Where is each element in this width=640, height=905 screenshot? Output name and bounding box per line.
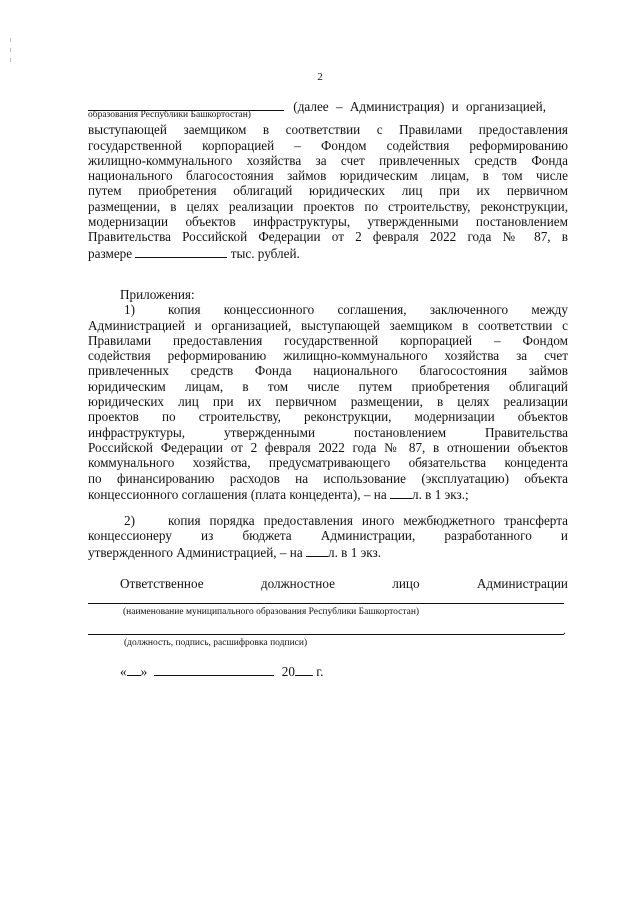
date-line [120, 663, 323, 680]
appendix-line: Российской Федерации от 2 февраля 2022 года № 87, в отношении объектов [88, 439, 568, 455]
appendix-item-2 [88, 513, 568, 559]
appendix-line: концессионеру из бюджета Администрации, разработанного и [88, 528, 568, 544]
appendix-line: утвержденного Администрацией, – на [88, 544, 303, 560]
blank-line-municipality [88, 603, 564, 604]
line-end-period: . [563, 623, 566, 637]
appendix-line: коммунального хозяйства, предусматривающего обязательства концедента [88, 455, 568, 471]
paragraph-line: государственной корпорацией – Фондом содействия реформированию [88, 137, 568, 153]
paragraph-line: жилищно-коммунального хозяйства за счет привлеченных средств Фонда [88, 152, 568, 168]
appendix-section [88, 287, 568, 501]
paragraph-line: национального благосостояния займов юридическим лицам, в том числе [88, 168, 568, 184]
blank-field-day [127, 663, 141, 676]
signature-word: лицо [392, 576, 420, 591]
signature-word: Администрации [476, 576, 568, 591]
appendix-line: Администрацией и организацией, выступающей заемщиком в соответствии с [88, 317, 568, 333]
caption-signature: (должность, подпись, расшифровка подписи) [124, 638, 308, 648]
paragraph-line: выступающей заемщиком в соответствии с Правилами предоставления [88, 122, 568, 138]
appendix-heading: Приложения: [120, 287, 195, 302]
binding-marks [10, 38, 13, 66]
blank-field-month [154, 663, 274, 676]
appendix-line: юридических лиц при их первичном размещении, в целях реализации [88, 394, 568, 410]
main-paragraph [88, 98, 568, 260]
blank-field-pages [390, 486, 412, 499]
blank-caption: образования Республики Башкортостан) [88, 110, 251, 121]
year-prefix: 20 [281, 664, 295, 679]
appendix-line: проектов по строительству, реконструкции, модернизации объектов [88, 409, 568, 425]
paragraph-line: размещении, в целях реализации проектов по строительству, реконструкции, [88, 198, 568, 214]
appendix-line: по финансированию расходов на использование (эксплуатацию) объекта [88, 470, 568, 486]
blank-field-year [295, 663, 313, 676]
responsible-official-line [120, 576, 568, 592]
year-suffix: г. [316, 664, 324, 679]
blank-field-pages [306, 544, 328, 557]
amount-unit: тыс. рублей. [230, 245, 300, 261]
appendix-copies: л. в 1 экз.; [412, 486, 469, 502]
appendix-item-number: 1) [124, 302, 135, 318]
appendix-line: инфраструктуры, утвержденными постановлением Правительства [88, 424, 568, 440]
appendix-item-text: копия концессионного соглашения, заключенного между [168, 302, 568, 318]
appendix-copies: л. в 1 экз. [328, 544, 381, 560]
paragraph-text: (далее – Администрация) и организацией, [293, 99, 546, 114]
appendix-line: привлеченных средств Фонда национального благосостояния займов [88, 363, 568, 379]
appendix-line: концессионного соглашения (плата концедента), – на [88, 486, 387, 502]
date-quote-close: » [140, 664, 148, 679]
blank-field-amount [135, 245, 227, 258]
paragraph-line: путем приобретения облигаций юридических лиц при их первичном [88, 183, 568, 199]
appendix-line: Правилами предоставления государственной корпорацией – Фондом [88, 332, 568, 348]
date-quote-open: « [120, 664, 127, 679]
amount-label: размере [88, 245, 133, 261]
appendix-line: юридическим лицам, в том числе путем приобретения облигаций [88, 378, 568, 394]
paragraph-line: модернизации объектов инфраструктуры, утвержденными постановлением [88, 214, 568, 230]
blank-line-signature [88, 634, 564, 635]
paragraph-line: Правительства Российской Федерации от 2 февраля 2022 года № 87, в [88, 229, 568, 245]
signature-word: Ответственное [120, 576, 204, 591]
page-number: 2 [317, 71, 323, 83]
appendix-line: содействия реформированию жилищно-коммунального хозяйства за счет [88, 348, 568, 364]
appendix-item-text: копия порядка предоставления иного межбюджетного трансферта [168, 513, 568, 528]
caption-municipality: (наименование муниципального образования Республики Башкортостан) [123, 607, 420, 617]
signature-word: должностное [260, 576, 335, 591]
appendix-item-number: 2) [124, 513, 135, 528]
